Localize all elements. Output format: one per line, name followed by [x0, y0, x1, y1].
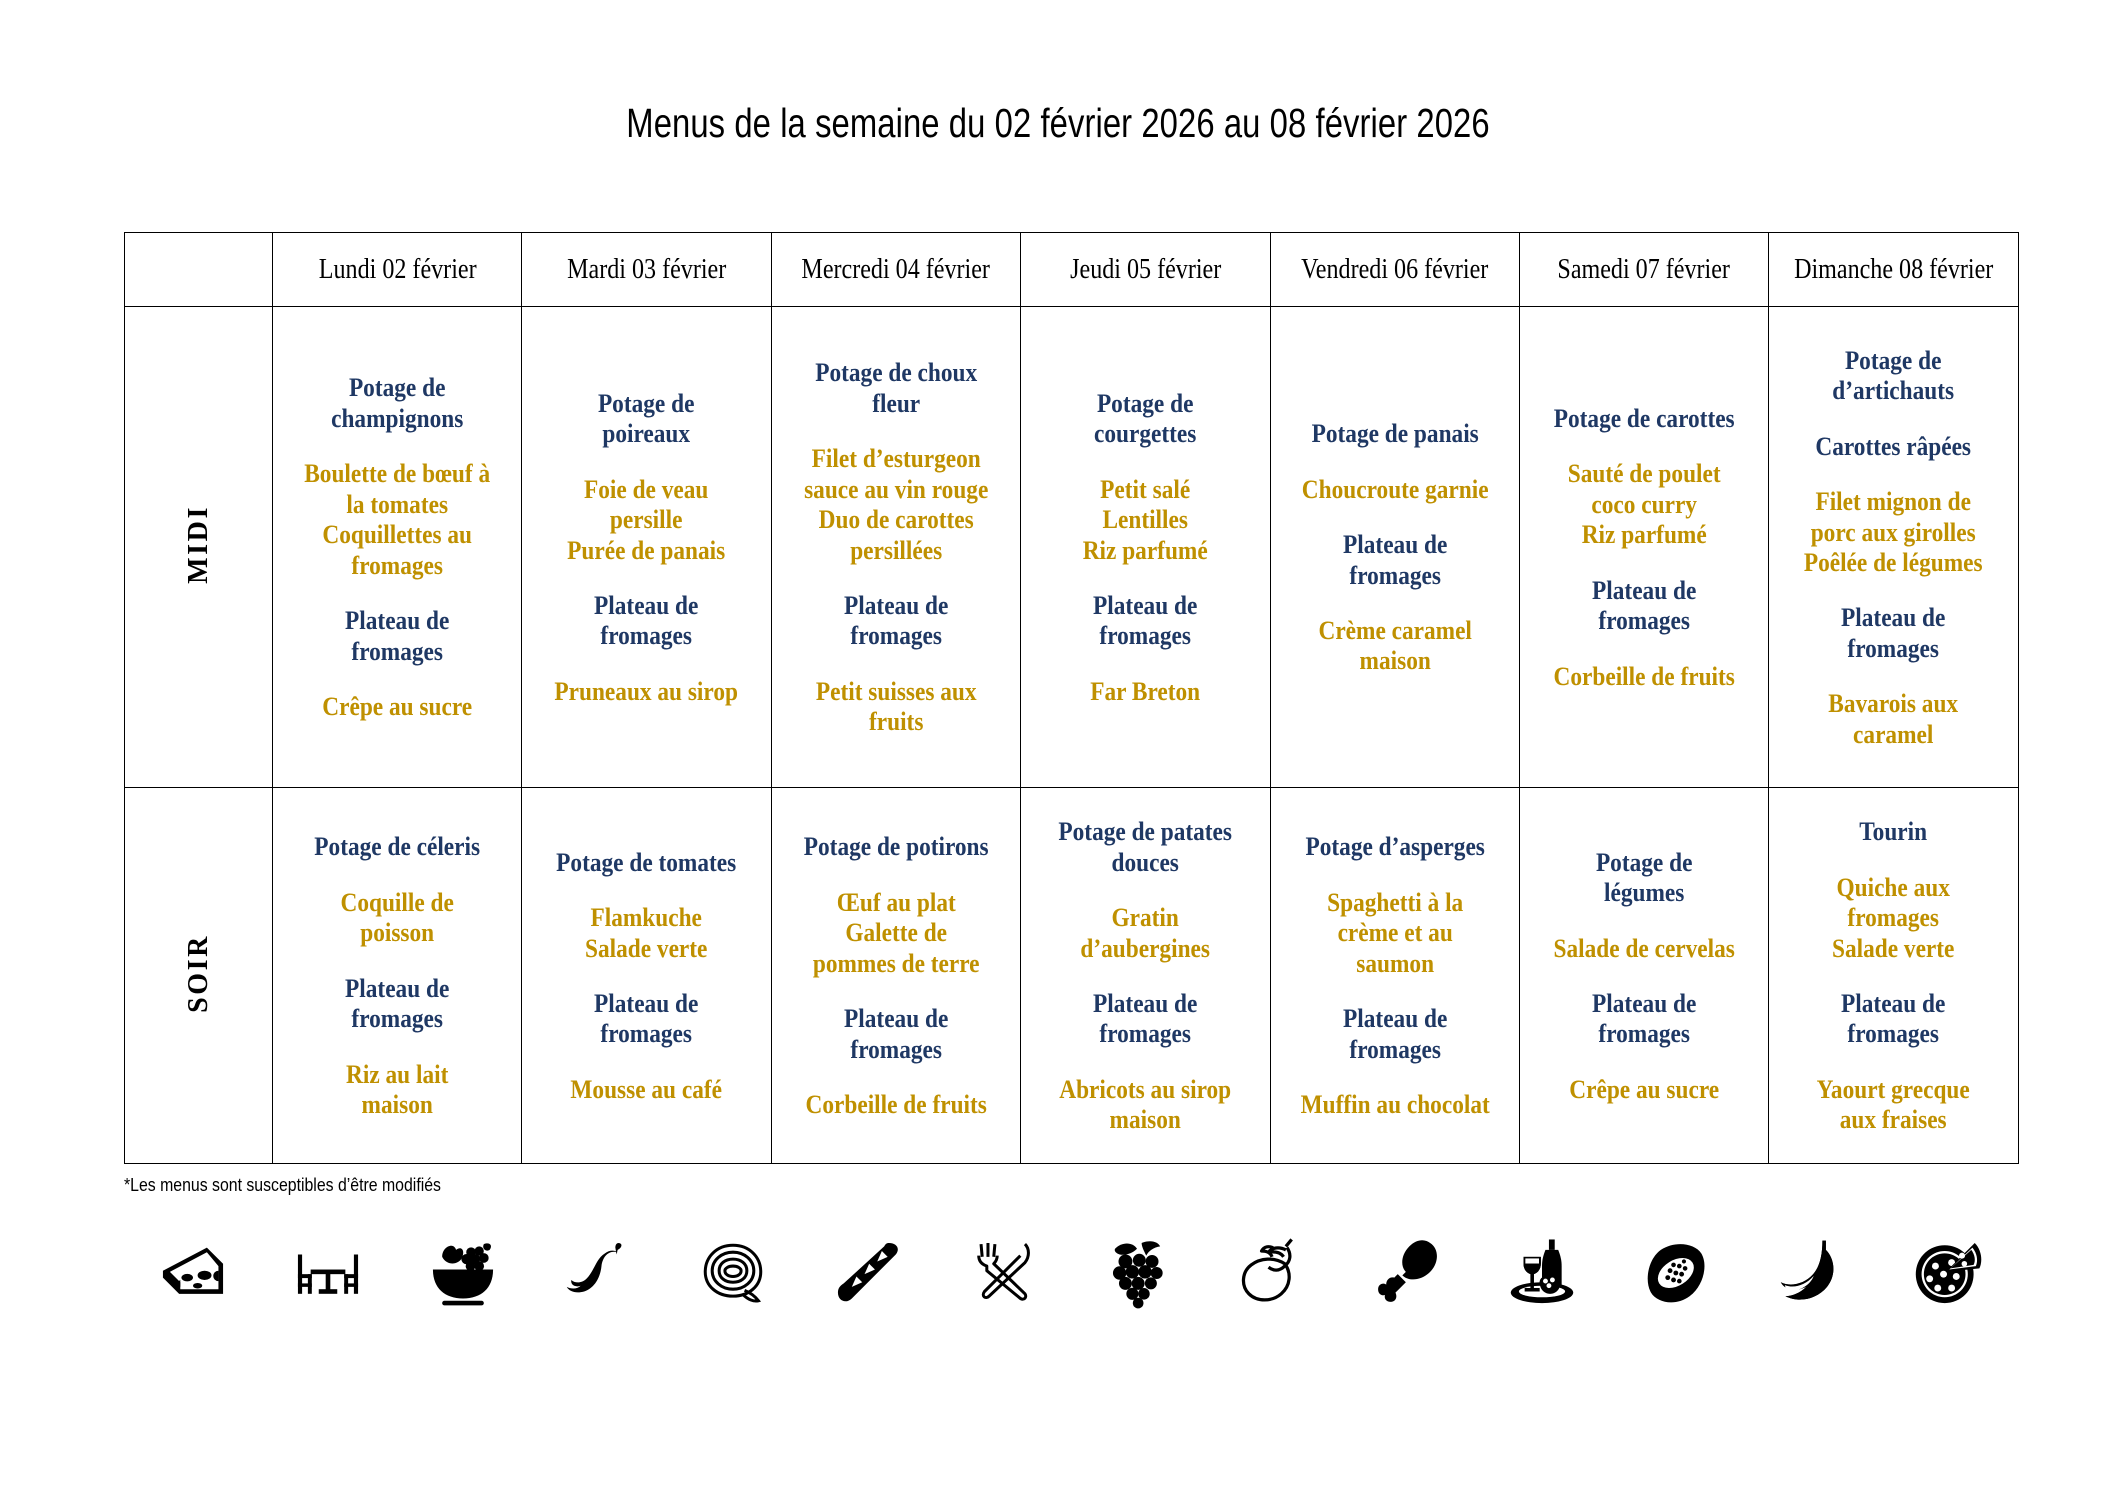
menu-line: Potage de potirons — [803, 831, 989, 862]
menu-block — [1285, 529, 1504, 590]
menu-block — [1535, 403, 1754, 433]
menu-line: fromages — [1348, 559, 1441, 590]
menu-block — [537, 590, 756, 651]
menu-line: fromages — [351, 1003, 443, 1034]
menu-line: poisson — [360, 917, 435, 948]
menu-line: Gratin — [1111, 902, 1180, 933]
menu-line: Quiche aux — [1836, 871, 1951, 902]
menu-line: fromages — [1099, 1018, 1192, 1049]
menu-block — [1784, 345, 2003, 406]
menu-line: Plateau de — [1841, 602, 1946, 633]
menu-block — [787, 831, 1006, 861]
menu-line: Poêlée de légumes — [1804, 547, 1983, 577]
table-header-row — [125, 233, 2019, 307]
menu-line: fromages — [351, 549, 443, 580]
menu-line: Bavarois aux — [1828, 688, 1959, 719]
menu-line: douces — [1111, 846, 1180, 877]
menu-line: légumes — [1603, 877, 1685, 908]
menu-block — [537, 988, 756, 1049]
menu-block — [787, 1089, 1006, 1119]
menu-block — [1285, 615, 1504, 676]
menu-cell-soir-mercredi — [771, 788, 1020, 1164]
menu-block — [288, 831, 507, 861]
menu-line: Foie de veau — [584, 473, 709, 504]
menu-line: d’artichauts — [1832, 375, 1955, 406]
menu-line: sauce au vin rouge — [803, 473, 989, 504]
menu-block — [1285, 418, 1504, 448]
menu-block — [1535, 575, 1754, 636]
menu-line: fromages — [600, 1018, 693, 1049]
menu-line: Salade de cervelas — [1553, 932, 1735, 963]
day-header-jeudi: Jeudi 05 février — [1038, 233, 1252, 307]
day-header-lundi: Lundi 02 février — [290, 233, 504, 307]
menu-line: persillées — [849, 534, 942, 565]
menu-cell-midi-dimanche — [1769, 307, 2018, 788]
menu-line: Carottes râpées — [1815, 430, 1972, 461]
menu-line: Spaghetti à la — [1326, 886, 1463, 917]
onion-half-icon — [690, 1230, 776, 1316]
menu-line: Far Breton — [1090, 675, 1201, 706]
menu-block — [787, 887, 1006, 978]
menu-line: Plateau de — [843, 1003, 949, 1034]
day-header-mardi: Mardi 03 février — [539, 233, 753, 307]
menu-line: Potage de — [1595, 846, 1693, 877]
menu-block — [1784, 872, 2003, 963]
menu-line: Plateau de — [1093, 988, 1198, 1018]
row-label-midi — [125, 307, 273, 788]
menu-block — [288, 458, 507, 580]
menu-line: Petit salé — [1100, 473, 1191, 504]
menu-cell-soir-dimanche — [1769, 788, 2018, 1164]
menu-line: Coquillettes au — [322, 519, 473, 550]
menu-cell-soir-lundi — [273, 788, 522, 1164]
row-label-soir — [125, 788, 273, 1164]
menu-line: Plateau de — [1592, 574, 1697, 605]
menu-line: d’aubergines — [1080, 932, 1211, 963]
menu-line: Potage de carottes — [1553, 402, 1735, 433]
baguette-icon — [825, 1230, 911, 1316]
menu-block — [1535, 933, 1754, 963]
menu-line: Plateau de — [1093, 589, 1198, 620]
menu-line: poireaux — [602, 418, 691, 449]
menu-block — [1285, 474, 1504, 504]
banana-icon — [1769, 1230, 1855, 1316]
menu-line: maison — [361, 1089, 433, 1120]
menu-line: courgettes — [1094, 418, 1197, 449]
menu-line: persille — [610, 504, 683, 535]
menu-line: Potage de patates — [1058, 816, 1233, 847]
menu-line: Mousse au café — [570, 1073, 723, 1104]
menu-line: Pruneaux au sirop — [554, 675, 739, 706]
menu-line: Plateau de — [1841, 988, 1946, 1018]
grapes-icon — [1094, 1230, 1180, 1316]
menu-cell-midi-samedi — [1519, 307, 1768, 788]
menu-line: fromages — [1348, 1033, 1441, 1064]
menu-block — [1535, 988, 1754, 1049]
menu-table-container — [124, 232, 2018, 1164]
menu-block — [1535, 661, 1754, 691]
menu-block — [1036, 1074, 1255, 1135]
menu-block — [1535, 847, 1754, 908]
menu-block — [1036, 816, 1255, 877]
menu-block — [537, 474, 756, 565]
menu-line: Riz parfumé — [1581, 519, 1707, 550]
menu-line: Riz au lait — [346, 1058, 449, 1089]
cheese-wedge-icon — [150, 1230, 236, 1316]
menu-line: caramel — [1853, 718, 1934, 749]
menu-line: Riz parfumé — [1082, 534, 1208, 565]
menu-block — [1285, 887, 1504, 978]
food-icon-strip — [150, 1230, 1990, 1316]
eggplant-icon — [1229, 1230, 1315, 1316]
menu-block — [288, 887, 507, 948]
menu-line: Salade verte — [585, 932, 708, 963]
menu-line: fleur — [872, 387, 920, 418]
menu-line: Lentilles — [1102, 504, 1189, 535]
menu-line: Filet d’esturgeon — [811, 443, 981, 474]
menu-block — [787, 1003, 1006, 1064]
menu-line: crème et au — [1337, 917, 1453, 948]
menu-line: fruits — [868, 706, 924, 737]
menu-block — [537, 388, 756, 449]
menu-block — [1036, 388, 1255, 449]
menu-block — [537, 1074, 756, 1104]
menu-block — [1784, 431, 2003, 461]
menu-line: Plateau de — [1592, 988, 1697, 1018]
menu-line: fromages — [1847, 632, 1940, 663]
menu-block — [1285, 1089, 1504, 1119]
menu-block — [1285, 1003, 1504, 1064]
menu-line: la tomates — [346, 488, 449, 519]
menu-line: Plateau de — [594, 589, 699, 620]
day-header-dimanche: Dimanche 08 février — [1786, 233, 2000, 307]
menu-line: Potage de — [598, 387, 695, 418]
menu-block — [1784, 1074, 2003, 1135]
menu-cell-soir-samedi — [1519, 788, 1768, 1164]
menu-line: fromages — [1847, 1018, 1940, 1049]
menu-block — [1784, 816, 2003, 846]
menu-line: fromages — [1598, 605, 1690, 636]
menu-block — [288, 605, 507, 666]
menu-line: Œuf au plat — [836, 886, 956, 917]
day-header-mercredi: Mercredi 04 février — [789, 233, 1003, 307]
row-label-midi-text: MIDI — [182, 505, 214, 584]
menu-cell-midi-mardi — [522, 307, 771, 788]
day-header-samedi: Samedi 07 février — [1537, 233, 1751, 307]
menu-block — [787, 590, 1006, 651]
menu-block — [1036, 474, 1255, 565]
menu-block — [1036, 902, 1255, 963]
menu-line: Duo de carottes — [818, 504, 974, 535]
menu-block — [1285, 831, 1504, 861]
menu-block — [1036, 590, 1255, 651]
menu-line: Salade verte — [1832, 932, 1955, 963]
menu-line: Galette de — [845, 917, 947, 948]
menu-line: Flamkuche — [590, 902, 703, 933]
menu-line: pommes de terre — [812, 947, 980, 978]
menu-line: Choucroute garnie — [1301, 473, 1489, 504]
menu-line: Potage de — [1097, 387, 1194, 418]
menu-line: Potage de — [348, 372, 446, 403]
menu-cell-soir-mardi — [522, 788, 771, 1164]
menu-line: Potage de choux — [815, 357, 977, 388]
menu-line: Plateau de — [1342, 529, 1447, 560]
menu-block — [1535, 1074, 1754, 1104]
menu-block — [288, 691, 507, 721]
menu-line: Plateau de — [345, 972, 450, 1003]
menu-line: champignons — [331, 402, 464, 433]
papaya-icon — [1634, 1230, 1720, 1316]
menu-line: saumon — [1355, 947, 1434, 978]
menu-block — [288, 372, 507, 433]
menu-line: Boulette de bœuf à — [304, 458, 491, 489]
menu-block — [787, 357, 1006, 418]
corner-header-cell — [135, 233, 262, 307]
menu-block — [1036, 988, 1255, 1049]
menu-line: Purée de panais — [567, 534, 726, 565]
menu-line: fromages — [1099, 620, 1192, 651]
row-label-soir-text: SOIR — [182, 933, 214, 1013]
day-header-vendredi: Vendredi 06 février — [1288, 233, 1502, 307]
menu-line: fromages — [351, 635, 443, 666]
menu-line: Potage de — [1845, 344, 1942, 375]
menu-line: Muffin au chocolat — [1300, 1089, 1490, 1120]
menu-line: maison — [1359, 645, 1431, 676]
menu-line: maison — [1109, 1104, 1182, 1135]
menu-line: fromages — [600, 620, 693, 651]
menu-block — [537, 902, 756, 963]
soir-row — [125, 788, 2019, 1164]
menu-line: Corbeille de fruits — [805, 1089, 987, 1120]
menu-block — [1784, 486, 2003, 577]
menu-line: Sauté de poulet — [1567, 458, 1721, 489]
page-title: Menus de la semaine du 02 février 2026 au 08 février 2026 — [626, 100, 1490, 146]
menu-line: fromages — [850, 620, 942, 651]
menu-line: fromages — [850, 1033, 942, 1064]
menu-line: Crêpe au sucre — [322, 691, 473, 722]
menu-line: Corbeille de fruits — [1553, 660, 1735, 691]
menu-line: Plateau de — [843, 589, 949, 620]
weekly-menu-table — [124, 232, 2019, 1164]
menu-line: Coquille de — [340, 886, 454, 917]
menu-cell-midi-lundi — [273, 307, 522, 788]
table-and-chairs-icon — [285, 1230, 371, 1316]
menu-disclaimer-footnote: *Les menus sont susceptibles d’être modifiés — [124, 1175, 441, 1195]
menu-line: Crêpe au sucre — [1569, 1073, 1720, 1104]
menu-cell-soir-jeudi — [1021, 788, 1270, 1164]
menu-block — [288, 973, 507, 1034]
menu-line: Potage de céleris — [314, 831, 481, 862]
menu-block — [787, 443, 1006, 565]
menu-line: fromages — [1598, 1018, 1690, 1049]
midi-row — [125, 307, 2019, 788]
menu-line: coco curry — [1591, 488, 1697, 519]
menu-line: aux fraises — [1840, 1104, 1947, 1135]
menu-block — [537, 847, 756, 877]
menu-line: Petit suisses aux — [815, 675, 977, 706]
menu-block — [1535, 458, 1754, 549]
menu-line: Potage d’asperges — [1305, 831, 1485, 862]
menu-block — [1784, 988, 2003, 1049]
fork-and-knife-icon — [960, 1230, 1046, 1316]
menu-block — [1036, 676, 1255, 706]
menu-line: fromages — [1847, 902, 1940, 933]
menu-line: Plateau de — [345, 605, 450, 636]
menu-cell-midi-jeudi — [1021, 307, 1270, 788]
menu-cell-midi-vendredi — [1270, 307, 1519, 788]
menu-line: Potage de panais — [1311, 418, 1479, 449]
menu-line: Abricots au sirop — [1059, 1073, 1232, 1104]
menu-block — [787, 676, 1006, 737]
menu-line: Plateau de — [1342, 1003, 1447, 1034]
pizza-icon — [1904, 1230, 1990, 1316]
chicken-drumstick-icon — [1364, 1230, 1450, 1316]
fruit-bowl-icon — [420, 1230, 506, 1316]
menu-line: Tourin — [1859, 816, 1928, 847]
menu-block — [1784, 602, 2003, 663]
chili-pepper-icon — [555, 1230, 641, 1316]
menu-block — [537, 676, 756, 706]
menu-line: Yaourt grecque — [1816, 1073, 1971, 1104]
menu-cell-soir-vendredi — [1270, 788, 1519, 1164]
menu-block — [288, 1059, 507, 1120]
menu-line: Potage de tomates — [556, 846, 737, 877]
menu-line: Plateau de — [594, 988, 699, 1018]
menu-line: porc aux girolles — [1811, 516, 1977, 547]
menu-cell-midi-mercredi — [771, 307, 1020, 788]
wine-and-meal-icon — [1499, 1230, 1585, 1316]
menu-line: Filet mignon de — [1815, 486, 1972, 517]
menu-block — [1784, 688, 2003, 749]
menu-line: Crème caramel — [1318, 614, 1472, 645]
